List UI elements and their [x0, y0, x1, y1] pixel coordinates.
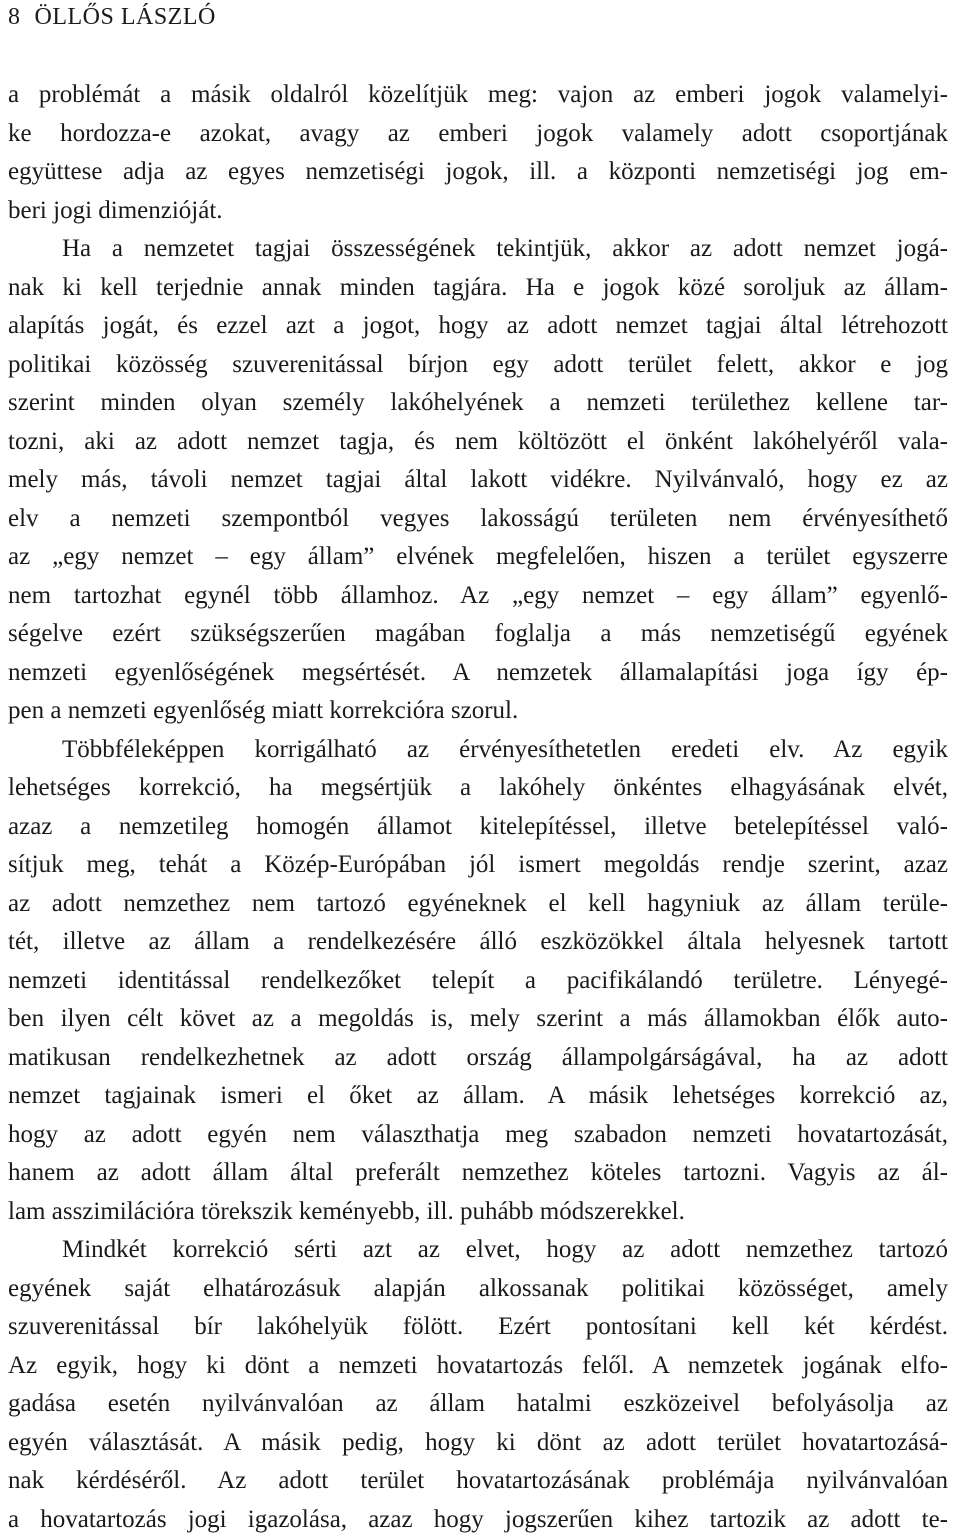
text-line: hogy az adott egyén nem választhatja meg szabadon nemzeti hovatartozását, — [8, 1116, 948, 1155]
text-line: szerint minden olyan személy lakóhelyének a nemzeti területhez kellene tar- — [8, 384, 948, 423]
text-line: ben ilyen célt követ az a megoldás is, mely szerint a más államokban élők auto- — [8, 1000, 948, 1039]
text-line: nemzet tagjainak ismeri el őket az állam. A másik lehetséges korrekció az, — [8, 1077, 948, 1116]
text-line: egyének saját elhatározásuk alapján alkossanak politikai közösséget, amely — [8, 1270, 948, 1309]
text-line: azaz a nemzetileg homogén államot kitelepítéssel, illetve betelepítéssel való- — [8, 808, 948, 847]
text-line: egyén választását. A másik pedig, hogy ki dönt az adott terület hovatartozásá- — [8, 1424, 948, 1463]
text-line: szuverenitással bír lakóhelyük fölött. Ezért pontosítani kell két kérdést. — [8, 1308, 948, 1347]
page-number: 8 — [8, 4, 21, 30]
text-line: Az egyik, hogy ki dönt a nemzeti hovatartozás felől. A nemzetek jogának elfo- — [8, 1347, 948, 1386]
text-line: ke hordozza-e azokat, avagy az emberi jogok valamely adott csoportjának — [8, 115, 948, 154]
text-line: Mindkét korrekció sérti azt az elvet, hogy az adott nemzethez tartozó — [8, 1231, 948, 1270]
text-line: mely más, távoli nemzet tagjai által lakott vidékre. Nyilvánvaló, hogy ez az — [8, 461, 948, 500]
text-line: sítjuk meg, tehát a Közép-Európában jól ismert megoldás rendje szerint, azaz — [8, 846, 948, 885]
author-name: ÖLLŐS LÁSZLÓ — [35, 4, 216, 30]
text-line: a problémát a másik oldalról közelítjük meg: vajon az emberi jogok valamelyi- — [8, 76, 948, 115]
text-line: gadása esetén nyilvánvalóan az állam hatalmi eszközeivel befolyásolja az — [8, 1385, 948, 1424]
text-line: nem tartozhat egynél több államhoz. Az „egy nemzet – egy állam” egyenlő- — [8, 577, 948, 616]
text-line: nemzeti identitással rendelkezőket telepít a pacifikálandó területre. Lényegé- — [8, 962, 948, 1001]
text-line: politikai közösség szuverenitással bírjon egy adott terület felett, akkor e jog — [8, 346, 948, 385]
text-line: nak kérdéséről. Az adott terület hovatartozásának problémája nyilvánvalóan — [8, 1462, 948, 1501]
text-line: ségelve ezért szükségszerűen magában foglalja a más nemzetiségű egyének — [8, 615, 948, 654]
text-line: az adott nemzethez nem tartozó egyéneknek el kell hagyniuk az állam terüle- — [8, 885, 948, 924]
text-line: Többféleképpen korrigálható az érvényesíthetetlen eredeti elv. Az egyik — [8, 731, 948, 770]
text-line: Ha a nemzetet tagjai összességének tekintjük, akkor az adott nemzet jogá- — [8, 230, 948, 269]
text-line: lam asszimilációra törekszik keményebb, ill. puhább módszerekkel. — [8, 1193, 948, 1232]
running-header — [8, 4, 216, 31]
text-line: matikusan rendelkezhetnek az adott ország állampolgárságával, ha az adott — [8, 1039, 948, 1078]
text-line: elv a nemzeti szempontból vegyes lakosságú területen nem érvényesíthető — [8, 500, 948, 539]
text-line: nemzeti egyenlőségének megsértését. A nemzetek államalapítási joga így ép- — [8, 654, 948, 693]
text-line: az „egy nemzet – egy állam” elvének megfelelően, hiszen a terület egyszerre — [8, 538, 948, 577]
text-line: együttese adja az egyes nemzetiségi jogok, ill. a központi nemzetiségi jog em- — [8, 153, 948, 192]
text-line: lehetséges korrekció, ha megsértjük a lakóhely önkéntes elhagyásának elvét, — [8, 769, 948, 808]
text-line: a hovatartozás jogi igazolása, azaz hogy jogszerűen kihez tartozik az adott te- — [8, 1501, 948, 1539]
text-line: tét, illetve az állam a rendelkezésére álló eszközökkel általa helyesnek tartott — [8, 923, 948, 962]
text-line: alapítás jogát, és ezzel azt a jogot, hogy az adott nemzet tagjai által létrehozott — [8, 307, 948, 346]
text-line: pen a nemzeti egyenlőség miatt korrekcióra szorul. — [8, 692, 948, 731]
text-line: beri jogi dimenzióját. — [8, 192, 948, 231]
text-line: tozni, aki az adott nemzet tagja, és nem költözött el önként lakóhelyéről vala- — [8, 423, 948, 462]
text-line: nak ki kell terjednie annak minden tagjára. Ha e jogok közé soroljuk az állam- — [8, 269, 948, 308]
body-text — [8, 76, 948, 1539]
text-line: hanem az adott állam által preferált nemzethez köteles tartozni. Vagyis az ál- — [8, 1154, 948, 1193]
